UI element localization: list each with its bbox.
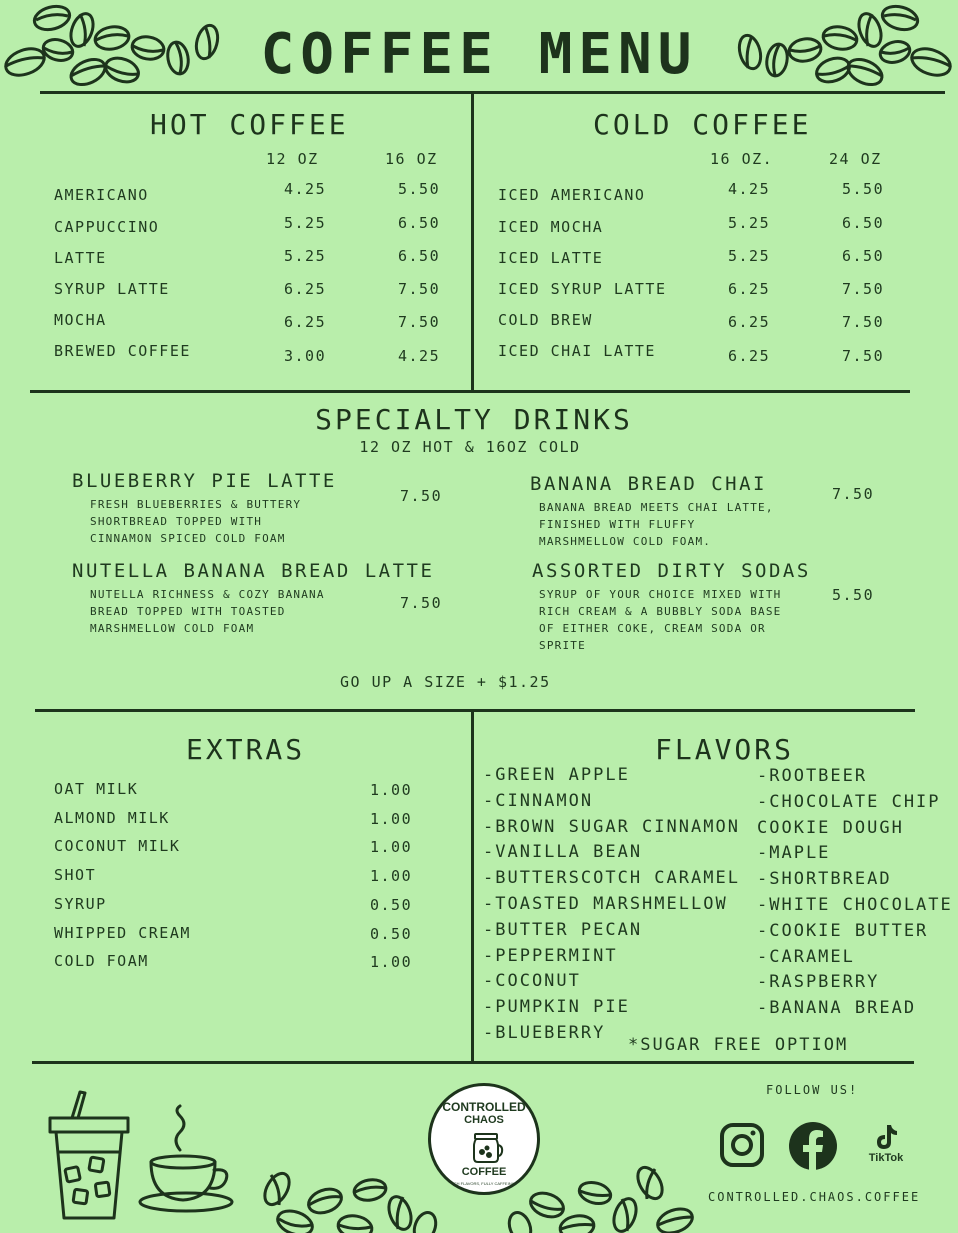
specialty-drink-price: 5.50 [832, 586, 875, 604]
follow-us-label: FOLLOW US! [766, 1083, 859, 1097]
flavor-item: -PUMPKIN PIE [483, 997, 630, 1018]
instagram-icon[interactable] [719, 1122, 765, 1168]
upsize-note: GO UP A SIZE + $1.25 [340, 673, 551, 691]
menu-item-price-16oz: 4.25 [398, 347, 441, 365]
cold-size-16oz: 16 OZ. [710, 150, 774, 168]
specialty-drink-price: 7.50 [832, 485, 875, 503]
specialty-drink-desc-line: MARSHMELLOW COLD FOAM. [539, 535, 712, 548]
flavor-item: -GREEN APPLE [483, 765, 630, 785]
specialty-drink-desc-line: SHORTBREAD TOPPED WITH [90, 515, 263, 528]
menu-item-price-12oz: 4.25 [284, 180, 327, 198]
extra-item-price: 0.50 [370, 895, 413, 914]
specialty-drink [530, 473, 774, 550]
flavors-title: FLAVORS [655, 733, 795, 766]
extra-item-name: OAT MILK [54, 780, 139, 798]
menu-item-price-16oz: 6.25 [728, 347, 771, 365]
menu-item-price-24oz: 6.50 [842, 214, 885, 232]
menu-item-name: ICED LATTE [498, 249, 604, 267]
menu-item-name: ICED MOCHA [498, 218, 604, 236]
extra-item-name: COLD FOAM [54, 952, 149, 971]
menu-item-name: BREWED COFFEE [54, 342, 191, 360]
brand-logo-bottom-text: COFFEE [461, 1166, 507, 1178]
specialty-drink-name: NUTELLA BANANA BREAD LATTE [72, 560, 435, 582]
hot-size-16oz: 16 OZ [385, 150, 438, 168]
hot-coffee-title: HOT COFFEE [150, 108, 349, 141]
menu-item-price-24oz: 5.50 [842, 180, 885, 198]
coffee-jar-icon [469, 1130, 505, 1164]
extra-item-price: 1.00 [370, 953, 413, 972]
specialty-drink-desc-line: MARSHMELLOW COLD FOAM [90, 622, 255, 635]
menu-item-price-16oz: 4.25 [728, 180, 771, 198]
divider-vertical-bottom [471, 709, 474, 1063]
tiktok-icon[interactable] [862, 1124, 910, 1164]
specialty-drink-name: BLUEBERRY PIE LATTE [72, 470, 337, 492]
brand-logo [428, 1083, 540, 1195]
specialty-drink-desc-line: BREAD TOPPED WITH TOASTED [90, 605, 286, 618]
flavor-item: -TOASTED MARSHMELLOW [483, 894, 728, 914]
menu-item-name: COLD BREW [498, 311, 593, 329]
social-handle[interactable]: CONTROLLED.CHAOS.COFFEE [708, 1190, 921, 1204]
flavor-item: -VANILLA BEAN [483, 842, 643, 863]
menu-item-price-12oz: 5.25 [284, 247, 327, 265]
specialty-drink-desc-line: RICH CREAM & A BUBBLY SODA BASE [539, 605, 782, 618]
flavor-item: -BROWN SUGAR CINNAMON [483, 816, 740, 837]
menu-item-name: LATTE [54, 249, 107, 267]
specialty-drink-desc-line: SPRITE [539, 639, 586, 652]
specialty-drink-name: BANANA BREAD CHAI [530, 473, 767, 495]
specialty-subtitle: 12 OZ HOT & 16OZ COLD [359, 438, 581, 456]
menu-item-price-16oz: 7.50 [398, 280, 441, 298]
menu-item-price-16oz: 5.50 [398, 180, 441, 198]
menu-item-name: ICED AMERICANO [498, 186, 646, 204]
specialty-drink-price: 7.50 [400, 487, 443, 505]
extra-item-price: 1.00 [370, 838, 413, 857]
specialty-title: SPECIALTY DRINKS [315, 403, 633, 436]
menu-item-price-16oz: 6.50 [398, 247, 441, 265]
flavor-item: -CHOCOLATE CHIP [757, 791, 941, 812]
specialty-drink-desc-line: BANANA BREAD MEETS CHAI LATTE, [539, 501, 774, 514]
specialty-drink-desc-line: OF EITHER COKE, CREAM SODA OR [539, 622, 766, 635]
menu-item-price-12oz: 6.25 [284, 280, 327, 298]
specialty-drink-desc-line: FINISHED WITH FLUFFY [539, 518, 696, 531]
menu-item-price-12oz: 6.25 [284, 313, 327, 331]
specialty-drink-desc-line: SYRUP OF YOUR CHOICE MIXED WITH [539, 588, 782, 601]
flavor-item: -PEPPERMINT [483, 945, 618, 966]
menu-item-price-16oz: 5.25 [728, 247, 771, 265]
specialty-drink-name: ASSORTED DIRTY SODAS [532, 560, 811, 582]
flavor-item: -BUTTER PECAN [483, 919, 643, 940]
flavor-item: -BLUEBERRY [483, 1023, 606, 1043]
extras-title: EXTRAS [186, 733, 306, 766]
extra-item-name: ALMOND MILK [54, 808, 170, 827]
specialty-drink [72, 560, 434, 637]
sugar-free-note: *SUGAR FREE OPTIOM [628, 1035, 849, 1055]
divider-specialty-bottom [35, 709, 915, 712]
menu-item-price-16oz: 6.50 [398, 214, 441, 232]
cold-size-24oz: 24 OZ [829, 150, 882, 168]
extra-item-price: 1.00 [370, 867, 413, 886]
menu-item-price-12oz: 3.00 [284, 347, 327, 365]
extra-item-price: 0.50 [370, 924, 413, 943]
menu-item-price-24oz: 6.50 [842, 247, 885, 265]
extra-item-price: 1.00 [370, 781, 413, 799]
tiktok-label: TikTok [868, 1152, 904, 1164]
extra-item-name: SYRUP [54, 894, 107, 913]
flavor-item: -CINNAMON [483, 790, 594, 811]
specialty-drink-desc-line: NUTELLA RICHNESS & COZY BANANA [90, 588, 325, 601]
iced-coffee-cup-icon [44, 1088, 134, 1228]
flavor-item: COOKIE DOUGH [757, 817, 904, 838]
flavor-item: -COOKIE BUTTER [757, 920, 929, 941]
flavor-item: -SHORTBREAD [757, 869, 892, 890]
menu-item-price-12oz: 5.25 [284, 214, 327, 232]
menu-item-price-16oz: 6.25 [728, 313, 771, 331]
menu-item-price-24oz: 7.50 [842, 280, 885, 298]
specialty-drink [532, 560, 811, 654]
hot-size-12oz: 12 OZ [266, 150, 319, 168]
tiktok-note-icon [874, 1124, 898, 1150]
brand-logo-mid-text: CHAOS [464, 1114, 504, 1126]
flavor-item: -BANANA BREAD [757, 998, 917, 1019]
menu-item-price-16oz: 7.50 [398, 313, 441, 331]
flavor-item: -BUTTERSCOTCH CARAMEL [483, 868, 740, 889]
menu-item-name: SYRUP LATTE [54, 280, 170, 298]
flavor-item: -ROOTBEER [757, 766, 868, 786]
specialty-drink-desc-line: CINNAMON SPICED COLD FOAM [90, 532, 286, 545]
cold-coffee-section [0, 0, 958, 390]
flavor-item: -COCONUT [483, 971, 581, 992]
flavor-item: -RASPBERRY [757, 972, 880, 993]
divider-specialty-top [30, 390, 910, 393]
flavor-item: -MAPLE [757, 843, 831, 864]
facebook-icon[interactable] [788, 1121, 838, 1171]
extra-item-price: 1.00 [370, 809, 413, 828]
divider-footer [32, 1061, 914, 1064]
specialty-drink [72, 470, 337, 547]
brand-logo-tagline: FRESH FLAVORS, FULLY CAFFEINATED [446, 1181, 522, 1186]
menu-item-name: ICED SYRUP LATTE [498, 280, 667, 298]
menu-item-name: AMERICANO [54, 186, 149, 204]
cold-coffee-title: COLD COFFEE [593, 108, 812, 141]
hot-coffee-cup-icon [138, 1100, 243, 1220]
flavor-item: -WHITE CHOCOLATE [757, 895, 953, 915]
menu-title: COFFEE MENU [260, 22, 698, 87]
extra-item-name: SHOT [54, 866, 97, 885]
menu-item-price-24oz: 7.50 [842, 313, 885, 331]
extra-item-name: WHIPPED CREAM [54, 923, 191, 942]
flavor-item: -CARAMEL [757, 946, 855, 967]
brand-logo-top-text: CONTROLLED [442, 1100, 526, 1114]
menu-item-price-16oz: 5.25 [728, 214, 771, 232]
menu-item-price-16oz: 6.25 [728, 280, 771, 298]
menu-item-name: CAPPUCCINO [54, 218, 160, 236]
menu-item-price-24oz: 7.50 [842, 347, 885, 365]
menu-item-name: ICED CHAI LATTE [498, 342, 656, 360]
menu-item-name: MOCHA [54, 311, 107, 329]
extra-item-name: COCONUT MILK [54, 837, 181, 856]
specialty-drink-desc-line: FRESH BLUEBERRIES & BUTTERY [90, 498, 302, 511]
specialty-drink-price: 7.50 [400, 594, 443, 612]
